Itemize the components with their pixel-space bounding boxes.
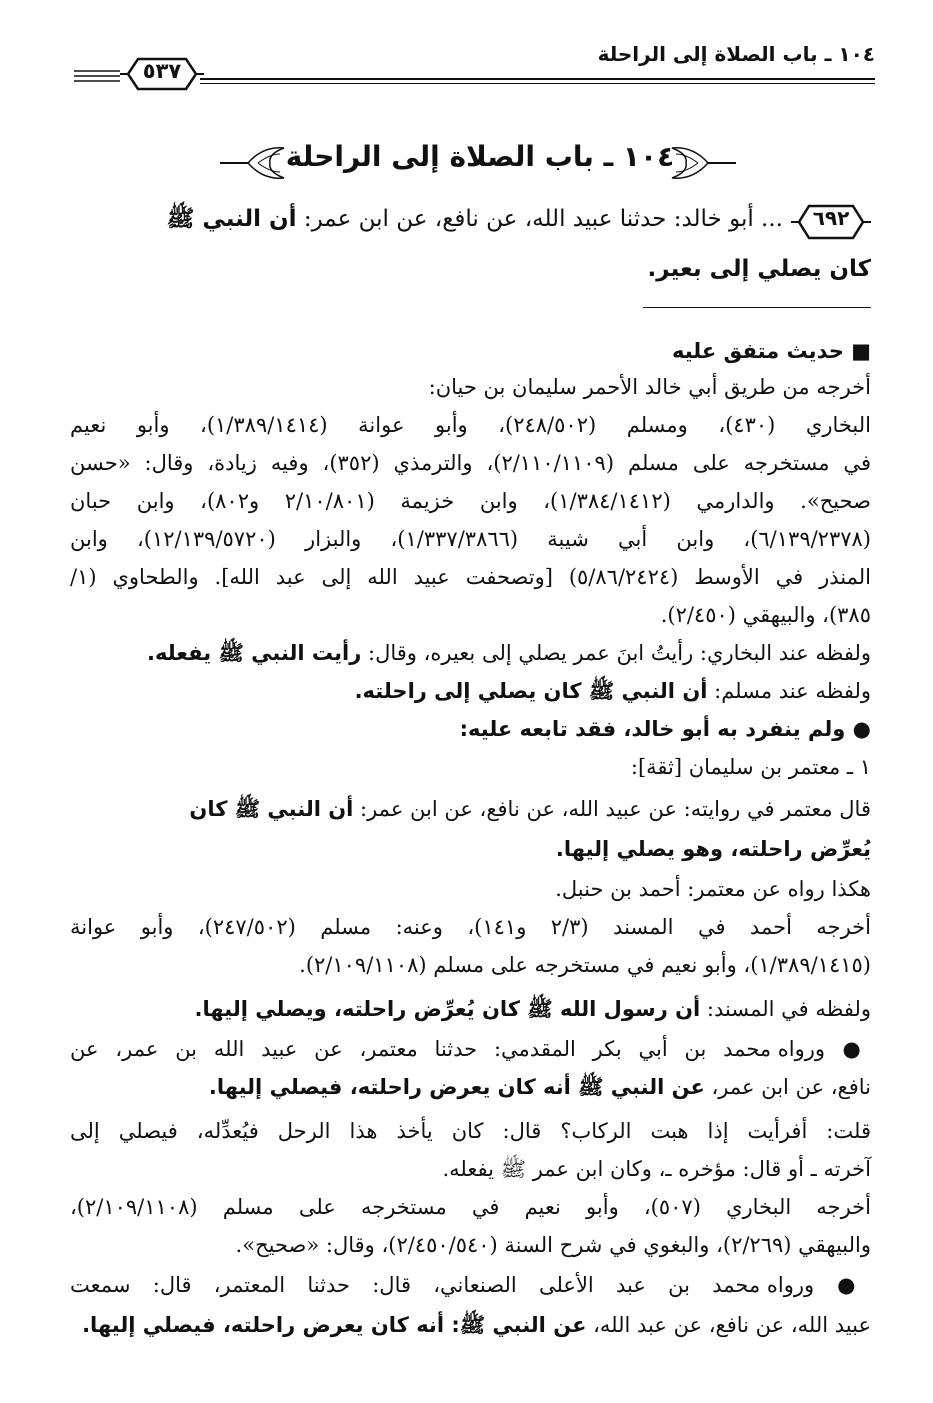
commentary-line: أخرجه البخاري (٥٠٧)، وأبو نعيم في مستخرجه على مسلم (٢/١٠٩/١١٠٨)، <box>70 1195 871 1219</box>
running-head: ١٠٤ ـ باب الصلاة إلى الراحلة <box>597 42 875 66</box>
commentary-line: أخرجه أحمد في المسند (٢/٣ و١٤١)، وعنه: مسلم (٢٤٧/٥٠٢)، وأبو عوانة <box>70 915 871 939</box>
header-rule <box>200 78 875 84</box>
circle-bullet-icon: ● <box>845 717 871 741</box>
commentary-line: ولفظه في المسند: أن رسول الله ﷺ كان يُعرِّض راحلته، ويصلي إليها. <box>194 997 871 1021</box>
commentary-line: ١ ـ معتمر بن سليمان [ثقة]: <box>630 755 871 779</box>
commentary-line: ولفظه عند البخاري: رأيتُ ابنَ عمر يصلي إلى بعيره، وقال: رأيت النبي ﷺ يفعله. <box>147 641 871 665</box>
left-ornament-icon <box>218 142 288 184</box>
commentary-line: ● ولم ينفرد به أبو خالد، فقد تابعه عليه: <box>459 717 871 741</box>
commentary-line: ■ حديث متفق عليه <box>671 339 871 363</box>
commentary-line: (١/٣٨٩/١٤١٥)، وأبو نعيم في مستخرجه على مسلم (٢/١٠٩/١١٠٨). <box>299 953 871 977</box>
commentary-line: والبيهقي (٢/٢٦٩)، والبغوي في شرح السنة (٢/٤٥٠/٥٤٠)، وقال: «صحيح». <box>235 1233 871 1257</box>
commentary-line: أخرجه من طريق أبي خالد الأحمر سليمان بن حيان: <box>428 375 871 399</box>
hadith-matn: كان يصلي إلى بعير. <box>647 256 871 282</box>
hadith-line-1 <box>70 204 783 234</box>
commentary-line: نافع، عن ابن عمر، عن النبي ﷺ أنه كان يعرض راحلته، فيصلي إليها. <box>208 1075 871 1099</box>
chapter-title: ١٠٤ ـ باب الصلاة إلى الراحلة <box>285 140 675 173</box>
commentary-line: في مستخرجه على مسلم (٢/١١٠/١١٠٩)، والترمذي (٣٥٢)، وفيه زيادة، وقال: «حسن <box>70 451 871 475</box>
hadith-chain: ... أبو خالد: حدثنا عبيد الله، عن نافع، عن ابن عمر: <box>296 206 783 232</box>
commentary-line: المنذر في الأوسط (٥/٨٦/٢٤٢٤) [وتصحفت عبيد الله إلى عبد الله]. والطحاوي (١/ <box>70 565 871 589</box>
commentary-line: ● ورواه محمد بن عبد الأعلى الصنعاني، قال: حدثنا المعتمر، قال: سمعت <box>70 1273 871 1297</box>
book-icon: ■ <box>843 339 871 363</box>
section-divider <box>643 307 871 308</box>
commentary-line: آخرته ـ أو قال: مؤخره ـ، وكان ابن عمر ﷺ يفعله. <box>442 1157 871 1181</box>
hadith-line-2 <box>70 254 871 284</box>
commentary-line: صحيح». والدارمي (١/٣٨٤/١٤١٢)، وابن خزيمة (٢/١٠/٨٠١ و٨٠٢)، وابن حبان <box>70 489 871 513</box>
commentary-line: هكذا رواه عن معتمر: أحمد بن حنبل. <box>555 877 871 901</box>
commentary-line: قال معتمر في روايته: عن عبيد الله، عن نافع، عن ابن عمر: أن النبي ﷺ كان <box>189 797 871 821</box>
commentary-line: البخاري (٤٣٠)، ومسلم (٢٤٨/٥٠٢)، وأبو عوانة (١/٣٨٩/١٤١٤)، وأبو نعيم <box>70 413 871 437</box>
commentary-line: ٣٨٥)، والبيهقي (٢/٤٥٠). <box>660 603 871 627</box>
page-number: ٥٣٧ <box>142 59 182 83</box>
right-ornament-icon <box>668 142 738 184</box>
commentary-line: قلت: أفرأيت إذا هبت الركاب؟ قال: كان يأخذ هذا الرحل فيُعدِّله، فيصلي إلى <box>70 1119 871 1143</box>
commentary-line: ولفظه عند مسلم: أن النبي ﷺ كان يصلي إلى راحلته. <box>354 679 871 703</box>
commentary-line: ● ورواه محمد بن أبي بكر المقدمي: حدثنا معتمر، عن عبيد الله بن عمر، عن <box>70 1037 871 1061</box>
commentary-line: يُعرِّض راحلته، وهو يصلي إليها. <box>555 837 871 861</box>
circle-bullet-icon: ● <box>814 1273 871 1297</box>
hadith-matn: أن النبي ﷺ <box>166 206 297 232</box>
commentary-line: عبيد الله، عن نافع، عن عبد الله، عن النبي ﷺ: أنه كان يعرض راحلته، فيصلي إليها. <box>82 1313 871 1337</box>
circle-bullet-icon: ● <box>825 1037 871 1061</box>
header-lines-ornament <box>74 68 120 82</box>
commentary-line: (٦/١٣٩/٢٣٧٨)، وابن أبي شيبة (١/٣٣٧/٣٨٦٦)، والبزار (١٢/١٣٩/٥٧٢٠)، وابن <box>70 527 871 551</box>
hadith-number: ٦٩٢ <box>812 206 850 230</box>
